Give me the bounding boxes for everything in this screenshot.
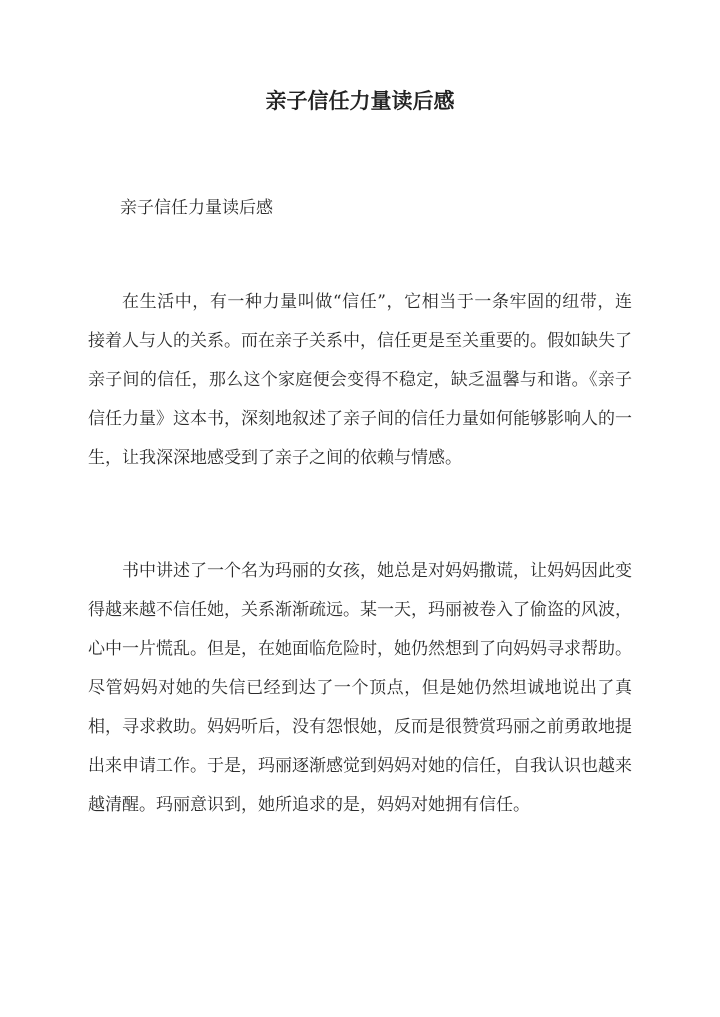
body-paragraph-2: 书中讲述了一个名为玛丽的女孩，她总是对妈妈撒谎，让妈妈因此变得越来越不信任她，关系渐渐疏远。某一天，玛丽被卷入了偷盗的风波，心中一片慌乱。但是，在她面临危险时，她仍然想到了向妈妈寻求帮助。尽管妈妈对她的失信已经到达了一个顶点，但是她仍然坦诚地说出了真相，寻求救助。妈妈听后，没有怨恨她，反而是很赞赏玛丽之前勇敢地提出来申请工作。于是，玛丽逐渐感觉到妈妈对她的信任，自我认识也越来越清醒。玛丽意识到，她所追求的是，妈妈对她拥有信任。 bbox=[88, 561, 632, 815]
document-title: 亲子信任力量读后感 bbox=[265, 88, 455, 113]
document-subtitle: 亲子信任力量读后感 bbox=[120, 198, 273, 218]
body-paragraph-1: 在生活中，有一种力量叫做“信任”，它相当于一条牢固的纽带，连接着人与人的关系。而在亲子关系中，信任更是至关重要的。假如缺失了亲子间的信任，那么这个家庭便会变得不稳定，缺乏温馨与和谐。《亲子信任力量》这本书，深刻地叙述了亲子间的信任力量如何能够影响人的一生，让我深深地感受到了亲子之间的依赖与情感。 bbox=[88, 292, 632, 468]
